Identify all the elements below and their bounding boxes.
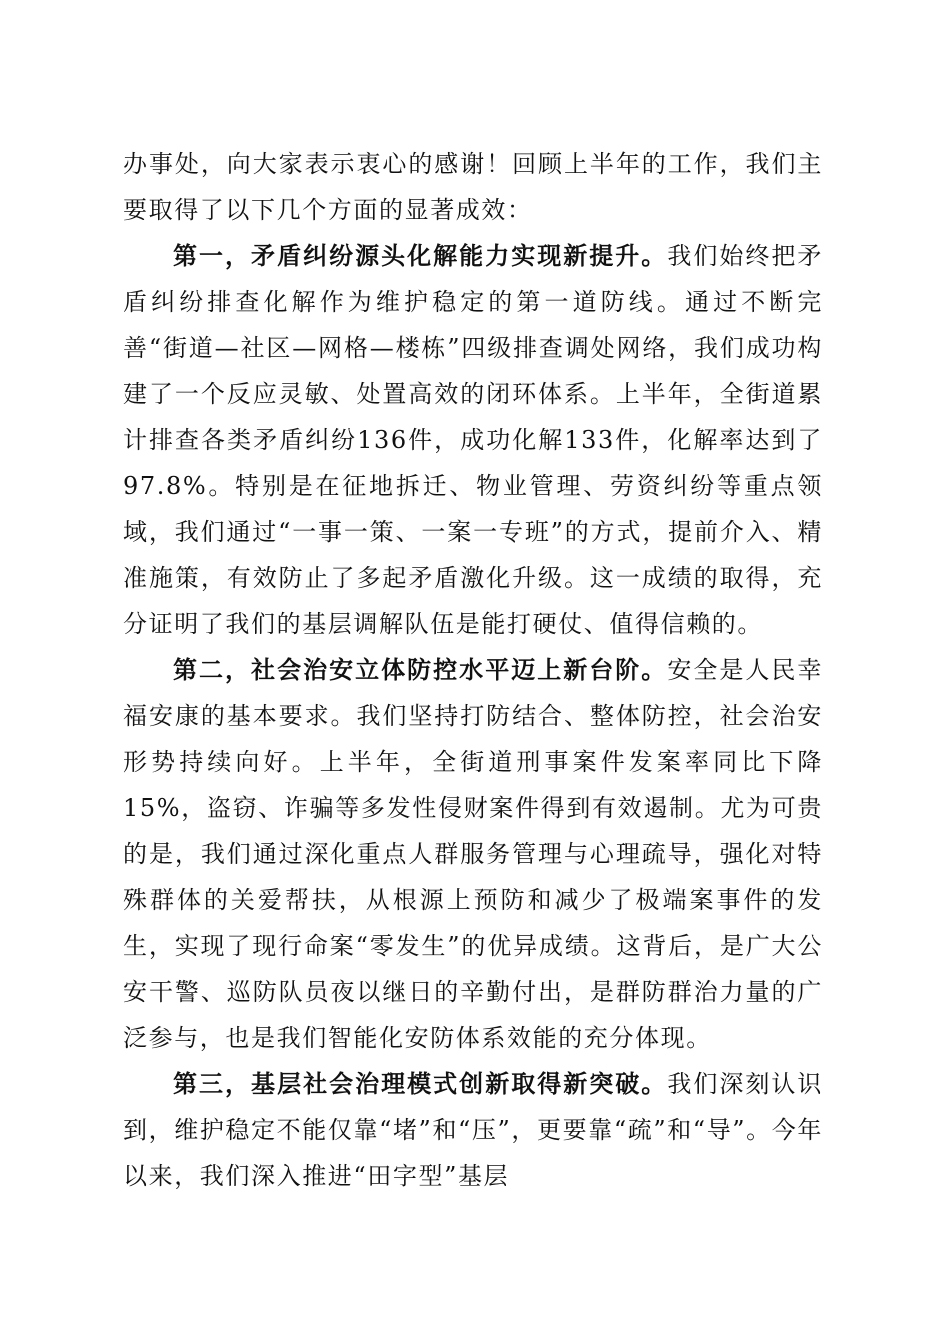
paragraph-intro: [123, 141, 823, 233]
paragraph-text: 我们始终把矛盾纠纷排查化解作为维护稳定的第一道防线。通过不断完善“街道—社区—网格—楼栋”四级排查调处网络，我们成功构建了一个反应灵敏、处置高效的闭环体系。上半年，全街道累计排查各类矛盾纠纷136件，成功化解133件，化解率达到了97.8%。特别是在征地拆迁、物业管理、劳资纠纷等重点领域，我们通过“一事一策、一案一专班”的方式，提前介入、精准施策，有效防止了多起矛盾激化升级。这一成绩的取得，充分证明了我们的基层调解队伍是能打硬仗、值得信赖的。: [123, 242, 823, 638]
paragraph-heading: 第一，矛盾纠纷源头化解能力实现新提升。: [173, 241, 668, 270]
document-body: [123, 141, 823, 1199]
paragraph-text: 办事处，向大家表示衷心的感谢！回顾上半年的工作，我们主要取得了以下几个方面的显著成效：: [123, 150, 823, 224]
paragraph-heading: 第二，社会治安立体防控水平迈上新台阶。: [173, 655, 668, 684]
paragraph-third-point: [123, 1061, 823, 1199]
paragraph-text: 安全是人民幸福安康的基本要求。我们坚持打防结合、整体防控，社会治安形势持续向好。上半年，全街道刑事案件发案率同比下降15%，盗窃、诈骗等多发性侵财案件得到有效遏制。尤为可贵的是，我们通过深化重点人群服务管理与心理疏导，强化对特殊群体的关爱帮扶，从根源上预防和减少了极端案事件的发生，实现了现行命案“零发生”的优异成绩。这背后，是广大公安干警、巡防队员夜以继日的辛勤付出，是群防群治力量的广泛参与，也是我们智能化安防体系效能的充分体现。: [123, 656, 823, 1052]
paragraph-first-point: [123, 233, 823, 647]
paragraph-heading: 第三，基层社会治理模式创新取得新突破。: [173, 1069, 668, 1098]
paragraph-second-point: [123, 647, 823, 1061]
paragraph-text: 我们深刻认识到，维护稳定不能仅靠“堵”和“压”，更要靠“疏”和“导”。今年以来，我们深入推进“田字型”基层: [123, 1070, 823, 1190]
